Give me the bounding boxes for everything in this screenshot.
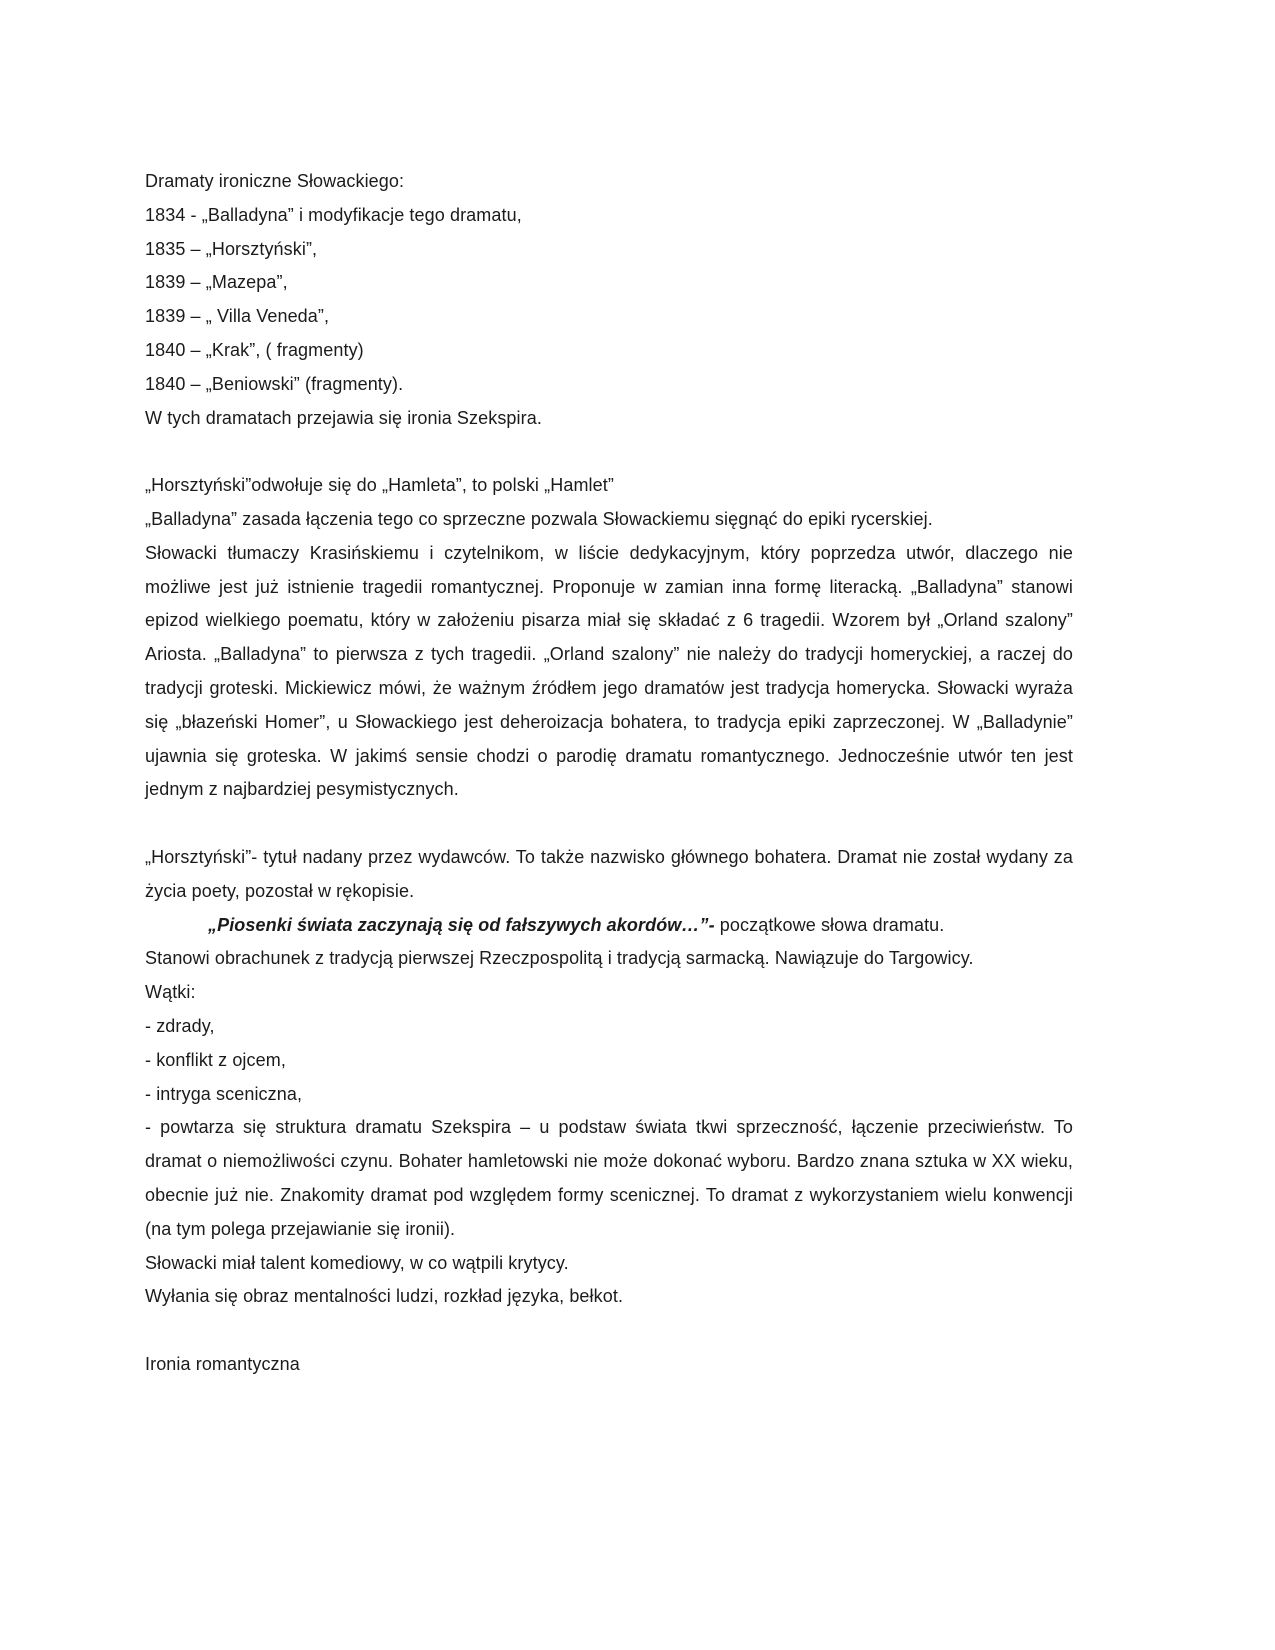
paragraph: Słowacki tłumaczy Krasińskiemu i czytelnikom, w liście dedykacyjnym, który poprzedza utwór, dlaczego nie możliwe jest już istnienie tragedii romantycznej. Proponuje w zamian inna formę literacką. „Balladyna” stanowi epizod wielkiego poematu, który w założeniu pisarza miał się składać z 6 tragedii. Wzorem był „Orland szalony” Ariosta. „Balladyna” to pierwsza z tych tragedii. „Orland szalony” nie należy do tradycji homeryckiej, a raczej do tradycji groteski. Mickiewicz mówi, że ważnym źródłem jego dramatów jest tradycja homerycka. Słowacki wyraża się „błazeński Homer”, u Słowackiego jest deheroizacja bohatera, to tradycja epiki zaprzeczonej. W „Balladynie” ujawnia się groteska. W jakimś sensie chodzi o parodię dramatu romantycznego. Jednocześnie utwór ten jest jednym z najbardziej pesymistycznych. bbox=[145, 542, 1073, 800]
paragraph: 1839 – „ Villa Veneda”, bbox=[145, 306, 330, 327]
blank-line bbox=[145, 435, 1073, 469]
paragraph: - powtarza się struktura dramatu Szekspira – u podstaw świata tkwi sprzeczność, łączenie przeciwieństw. To dramat o niemożliwości czynu. Bohater hamletowski nie może dokonać wyboru. Bardzo znana sztuka w XX wieku, obecnie już nie. Znakomity dramat pod względem formy scenicznej. To dramat z wykorzystaniem wielu konwencji (na tym polega przejawianie się ironii). bbox=[145, 1117, 1073, 1239]
paragraph: W tych dramatach przejawia się ironia Szekspira. bbox=[145, 407, 542, 428]
paragraph: Wątki: bbox=[145, 982, 196, 1003]
paragraph: 1840 – „Beniowski” (fragmenty). bbox=[145, 373, 404, 394]
document-body bbox=[145, 165, 1073, 1382]
paragraph: „Balladyna” zasada łączenia tego co sprzeczne pozwala Słowackiemu sięgnąć do epiki rycerskiej. bbox=[145, 508, 933, 529]
paragraph: Stanowi obrachunek z tradycją pierwszej Rzeczpospolitą i tradycją sarmacką. Nawiązuje do Targowicy. bbox=[145, 948, 974, 969]
paragraph: Wyłania się obraz mentalności ludzi, rozkład języka, bełkot. bbox=[145, 1286, 624, 1307]
paragraph: 1839 – „Mazepa”, bbox=[145, 272, 288, 293]
paragraph: - intryga sceniczna, bbox=[145, 1083, 303, 1104]
paragraph: „Horsztyński”odwołuje się do „Hamleta”, to polski „Hamlet” bbox=[145, 475, 614, 496]
paragraph: Ironia romantyczna bbox=[145, 1353, 300, 1374]
paragraph: - zdrady, bbox=[145, 1015, 215, 1036]
paragraph: Dramaty ironiczne Słowackiego: bbox=[145, 171, 405, 191]
quote-plain-text: początkowe słowa dramatu. bbox=[714, 914, 945, 935]
paragraph: 1840 – „Krak”, ( fragmenty) bbox=[145, 339, 364, 360]
paragraph: - konflikt z ojcem, bbox=[145, 1049, 286, 1070]
paragraph: Słowacki miał talent komediowy, w co wątpili krytycy. bbox=[145, 1252, 569, 1273]
paragraph: „Horsztyński”- tytuł nadany przez wydawców. To także nazwisko głównego bohatera. Dramat nie został wydany za życia poety, pozostał w rękopisie. bbox=[145, 846, 1073, 901]
paragraph: 1834 - „Balladyna” i modyfikacje tego dramatu, bbox=[145, 204, 522, 225]
paragraph bbox=[145, 909, 1073, 943]
paragraph: 1835 – „Horsztyński”, bbox=[145, 238, 318, 259]
quote-emphasis-text: „Piosenki świata zaczynają się od fałszywych akordów…”- bbox=[208, 914, 715, 935]
blank-line bbox=[145, 807, 1073, 841]
blank-line bbox=[145, 1314, 1073, 1348]
